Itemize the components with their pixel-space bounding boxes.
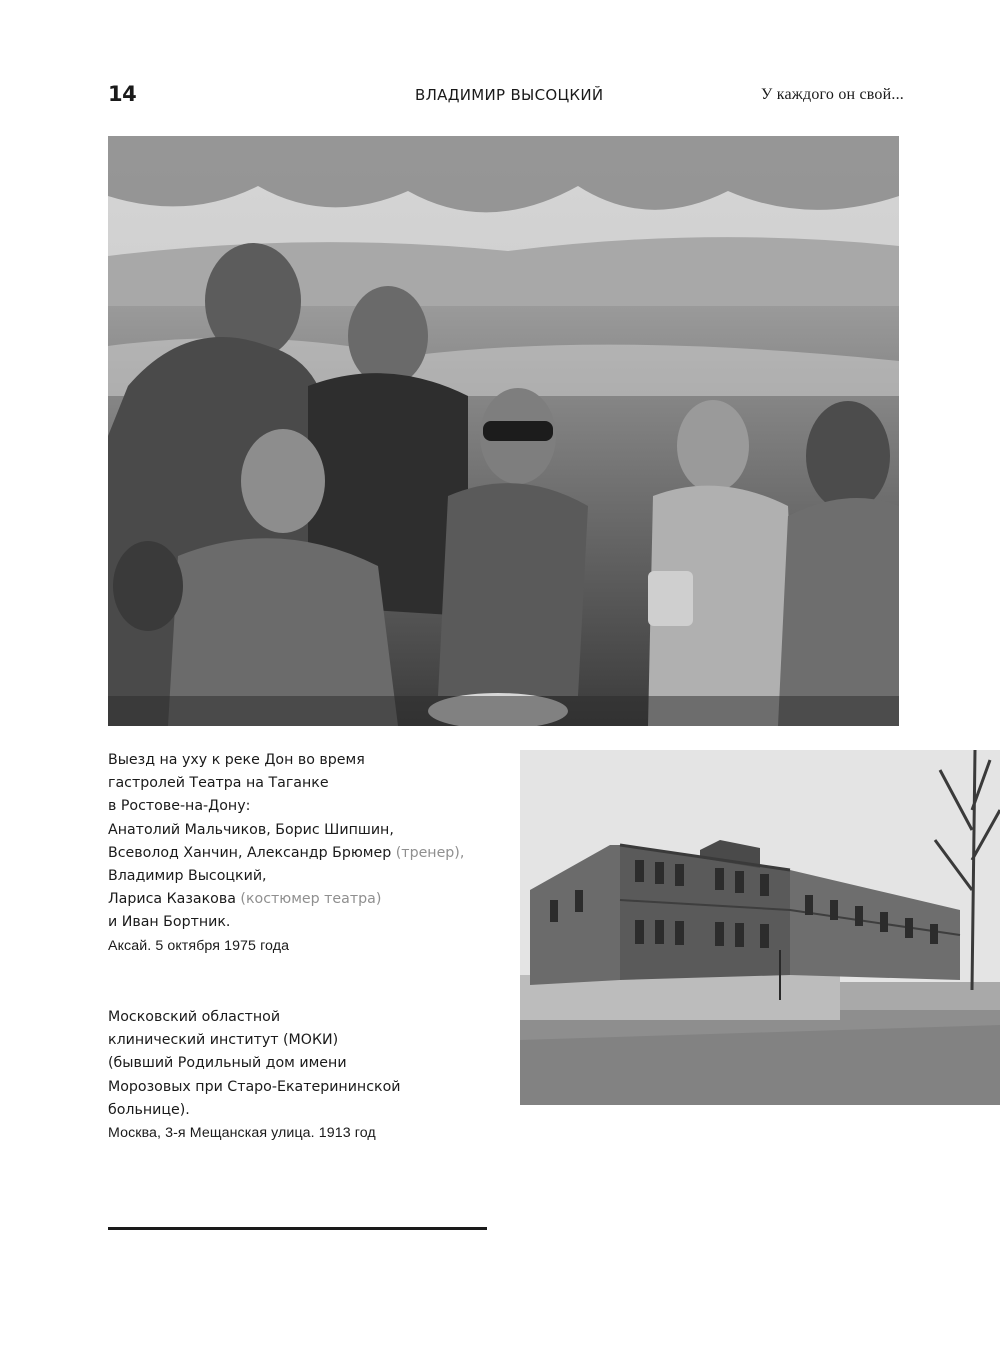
- bottom-photo-caption: [108, 1006, 508, 1145]
- caption-line: Морозовых при Старо-Екатерининской: [108, 1078, 401, 1095]
- caption-text: Лариса Казакова: [108, 891, 236, 908]
- caption-line: Московский областной: [108, 1009, 281, 1025]
- caption-text: Всеволод Ханчин, Александр Брюмер: [108, 844, 392, 861]
- caption-line: Владимир Высоцкий,: [108, 868, 267, 885]
- caption-note: (костюмер театра): [240, 891, 382, 908]
- page-header: [0, 82, 1000, 112]
- caption-place-date: Аксай. 5 октября 1975 года: [108, 937, 290, 954]
- building-photo: [520, 750, 1000, 1105]
- top-photo-caption: [108, 749, 508, 958]
- caption-line: в Ростове-на-Дону:: [108, 798, 251, 815]
- book-title: ВЛАДИМИР ВЫСОЦКИЙ: [415, 86, 604, 104]
- footnote-divider: [108, 1227, 487, 1230]
- caption-note: (тренер),: [395, 844, 465, 861]
- caption-line: клинический институт (МОКИ): [108, 1032, 339, 1049]
- caption-place-date: Москва, 3-я Мещанская улица. 1913 год: [108, 1125, 376, 1142]
- caption-line: [108, 842, 508, 865]
- caption-line: [108, 888, 508, 911]
- caption-line: больнице).: [108, 1101, 190, 1118]
- page-number: 14: [108, 82, 137, 106]
- section-title: У каждого он свой...: [761, 86, 904, 103]
- caption-line: (бывший Родильный дом имени: [108, 1055, 347, 1072]
- caption-line: и Иван Бортник.: [108, 914, 231, 931]
- caption-line: гастролей Театра на Таганке: [108, 775, 329, 792]
- caption-line: Выезд на уху к реке Дон во время: [108, 752, 365, 768]
- group-photo: [108, 136, 899, 726]
- caption-line: Анатолий Мальчиков, Борис Шипшин,: [108, 821, 394, 838]
